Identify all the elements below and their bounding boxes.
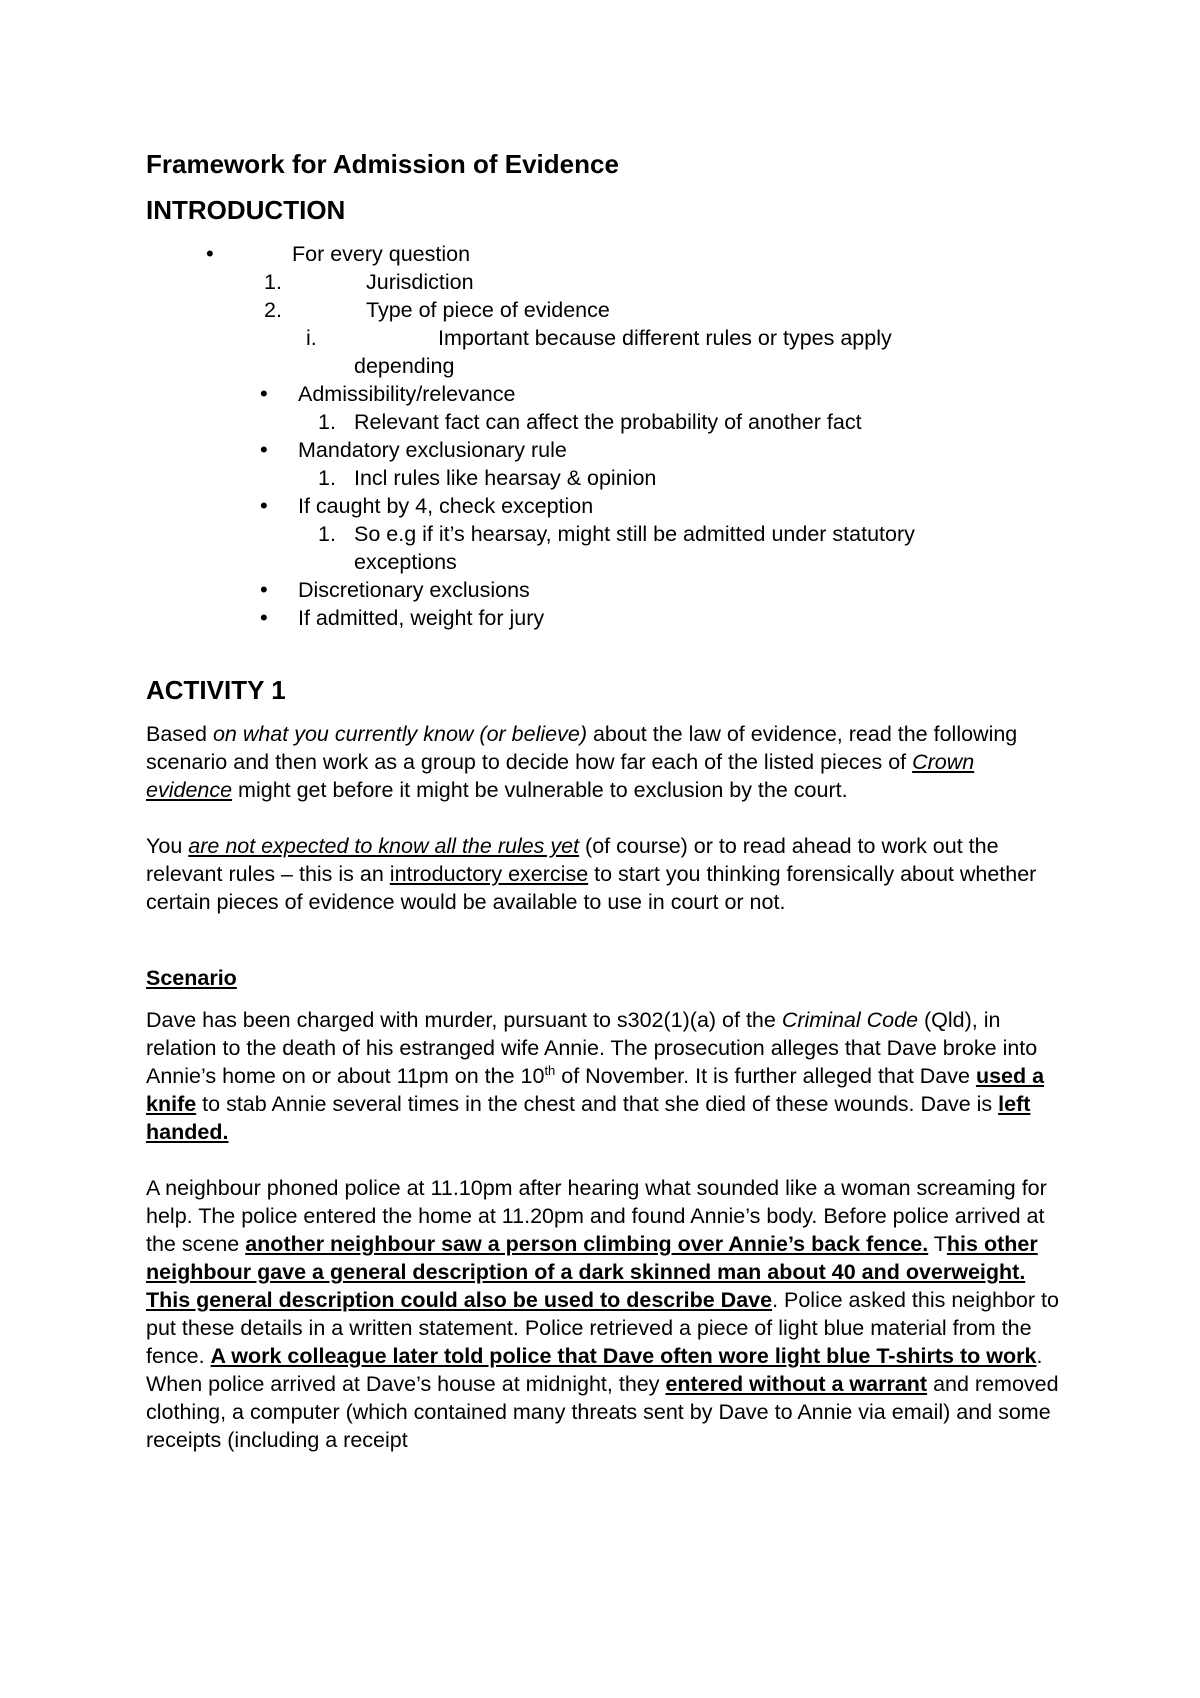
list-item [146,268,1066,296]
list-item [146,324,1066,352]
bullet-icon: • [260,605,268,630]
bullet-icon: • [260,437,268,462]
list-number: 1. [318,466,336,490]
list-item [146,520,1066,548]
list-item [146,492,1066,520]
list-item [146,240,1066,268]
list-item-text: exceptions [354,550,457,574]
document-body [146,140,1066,1482]
list-item-text: Important because different rules or types apply [438,326,892,350]
list-number: 1. [318,410,336,434]
bullet-icon: • [206,241,214,266]
list-item-continuation [146,548,1066,576]
bullet-icon: • [260,577,268,602]
bullet-icon: • [260,381,268,406]
activity-heading: ACTIVITY 1 [146,675,286,705]
list-item [146,436,1066,464]
list-item-text: Discretionary exclusions [298,578,530,602]
list-item-text: Admissibility/relevance [298,382,516,406]
list-item [146,296,1066,324]
list-item-text: depending [354,354,455,378]
list-item-text: If admitted, weight for jury [298,606,545,630]
activity-paragraph-1: Based on what you currently know (or believe) about the law of evidence, read the following scenario and then work as a group to decide how far each of the listed pieces of Crown evidence might get before it might be vulnerable to exclusion by the court. [146,722,1018,802]
list-number: 1. [318,522,336,546]
scenario-paragraph-2: A neighbour phoned police at 11.10pm after hearing what sounded like a woman screaming for help. The police entered the home at 11.20pm and found Annie’s body. Before police arrived at the scene another neighbour saw a person climbing over Annie’s back fence. This other neighbour gave a general description of a dark skinned man about 40 and overweight. This general description could also be used to describe Dave. Police asked this neighbor to put these details in a written statement. Police retrieved a piece of light blue material from the fence. A work colleague later told police that Dave often wore light blue T-shirts to work. When police arrived at Dave’s house at midnight, they entered without a warrant and removed clothing, a computer (which contained many threats sent by Dave to Annie via email) and some receipts (including a receipt [146,1176,1059,1452]
list-item [146,408,1066,436]
scenario-heading: Scenario [146,966,237,990]
list-number: i. [306,326,317,350]
list-item-text: If caught by 4, check exception [298,494,594,518]
list-item [146,464,1066,492]
list-item [146,380,1066,408]
list-item-text: Relevant fact can affect the probability of another fact [354,410,862,434]
list-item-text: Jurisdiction [366,270,474,294]
list-item-text: For every question [292,242,471,266]
scenario-paragraph-1: Dave has been charged with murder, pursuant to s302(1)(a) of the Criminal Code (Qld), in relation to the death of his estranged wife Annie. The prosecution alleges that Dave broke into Annie’s home on or about 11pm on the 10th of November. It is further alleged that Dave used a knife to stab Annie several times in the chest and that she died of these wounds. Dave is left handed. [146,1008,1045,1144]
list-item [146,604,1066,632]
list-number: 2. [264,298,282,322]
list-item-continuation [146,352,1066,380]
document-title: Framework for Admission of Evidence [146,149,619,179]
activity-paragraph-2: You are not expected to know all the rules yet (of course) or to read ahead to work out the relevant rules – this is an introductory exercise to start you thinking forensically about whether certain pieces of evidence would be available to use in court or not. [146,834,1037,914]
list-item-text: So e.g if it’s hearsay, might still be admitted under statutory [354,522,915,546]
list-number: 1. [264,270,282,294]
introduction-heading: INTRODUCTION [146,195,346,225]
bullet-icon: • [260,493,268,518]
list-item-text: Incl rules like hearsay & opinion [354,466,657,490]
list-item [146,576,1066,604]
list-item-text: Mandatory exclusionary rule [298,438,567,462]
list-item-text: Type of piece of evidence [366,298,610,322]
introduction-list [146,240,1066,632]
